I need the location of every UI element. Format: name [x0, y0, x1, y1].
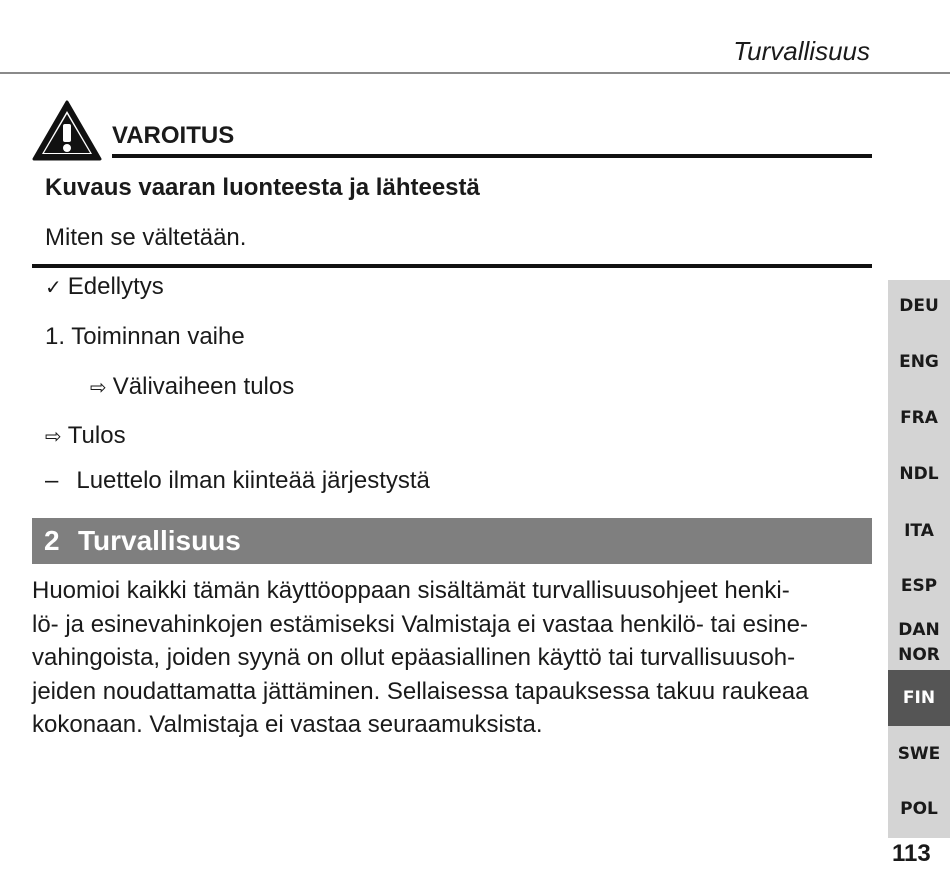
legend-prerequisite — [45, 273, 164, 301]
warning-title-underline — [112, 154, 872, 158]
language-tab-pol[interactable]: POL — [900, 799, 938, 819]
section-number: 2 — [44, 525, 60, 556]
checkmark-icon: ✓ — [45, 275, 62, 299]
language-tab-strip — [888, 280, 950, 838]
dash-bullet: – — [45, 467, 59, 494]
warning-description: Kuvaus vaaran luonteesta ja lähteestä — [45, 174, 480, 201]
legend-prerequisite-label: Edellytys — [67, 273, 164, 300]
legend-result-label: Tulos — [67, 422, 126, 449]
body-line: kokonaan. Valmistaja ei vastaa seuraamuksista. — [32, 711, 543, 738]
section-title: Turvallisuus — [78, 525, 241, 556]
language-tab-deu[interactable]: DEU — [899, 296, 939, 316]
warning-bottom-rule — [32, 264, 872, 268]
section-body-paragraph — [32, 574, 872, 742]
warning-avoidance: Miten se vältetään. — [45, 224, 247, 251]
header-divider — [0, 72, 950, 74]
body-line: lö- ja esinevahinkojen estämiseksi Valmistaja ei vastaa henkilö- tai esine- — [32, 610, 808, 638]
language-tab-esp[interactable]: ESP — [900, 576, 938, 596]
language-tab-dan-nor[interactable]: DAN NOR — [898, 620, 940, 665]
body-line: vahingoista, joiden syynä on ollut epäasiallinen käyttö tai turvallisuusoh- — [32, 644, 796, 671]
legend-intermediate-result — [90, 373, 294, 401]
language-tab-fra[interactable]: FRA — [900, 408, 938, 428]
language-tab-fin[interactable]: FIN — [888, 670, 950, 726]
legend-result — [45, 422, 126, 450]
arrow-right-icon: ⇨ — [45, 424, 62, 448]
legend-step: 1. Toiminnan vaihe — [45, 323, 245, 350]
legend-intermediate-result-label: Välivaiheen tulos — [112, 373, 295, 400]
body-line: Huomioi kaikki tämän käyttöoppaan sisältämät turvallisuusohjeet henki- — [32, 577, 790, 604]
warning-triangle-icon — [32, 100, 102, 162]
language-tab-ita[interactable]: ITA — [904, 521, 934, 541]
body-line: jeiden noudattamatta jättäminen. Sellaisessa tapauksessa takuu raukeaa — [32, 677, 809, 705]
section-heading-bar — [32, 518, 872, 564]
language-tab-swe[interactable]: SWE — [897, 744, 941, 764]
warning-title: VAROITUS — [112, 122, 235, 149]
running-header-title: Turvallisuus — [733, 36, 870, 66]
legend-unordered-list-label: Luettelo ilman kiinteää järjestystä — [76, 467, 430, 494]
page-number: 113 — [892, 840, 931, 867]
language-tab-ndl[interactable]: NDL — [899, 464, 939, 484]
legend-unordered-list — [45, 467, 430, 495]
language-tab-eng[interactable]: ENG — [899, 352, 939, 372]
arrow-right-icon: ⇨ — [90, 375, 107, 399]
